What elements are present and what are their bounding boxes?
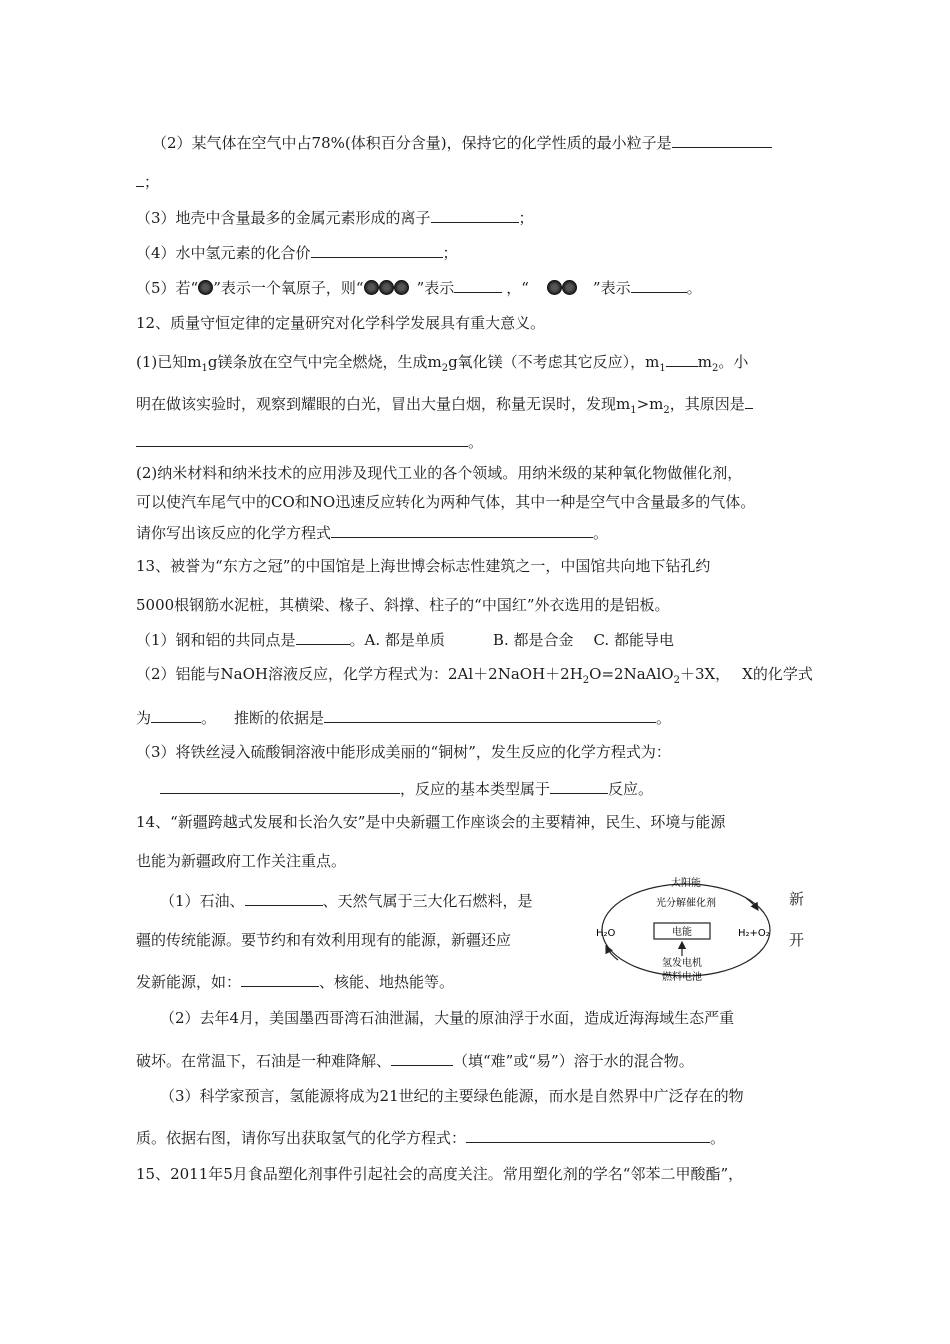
answer-blank[interactable] — [311, 241, 443, 258]
answer-blank[interactable] — [241, 970, 319, 987]
diagram-center-label: 电能 — [672, 927, 692, 938]
answer-blank[interactable] — [454, 276, 502, 293]
subscript: 2 — [712, 363, 719, 374]
q14-part1-line3 — [136, 970, 454, 992]
answer-blank[interactable] — [324, 706, 656, 723]
option-c: C. 都能导电 — [593, 631, 674, 649]
q14-part2-line1: （2）去年4月，美国墨西哥湾石油泄漏，大量的原油浮于水面，造成近海海域生态严重 — [160, 1009, 735, 1027]
text: m — [697, 353, 712, 371]
q11-part5-text-e: ”表示 — [592, 279, 631, 297]
q12-part2-line1: (2)纳米材料和纳米技术的应用涉及现代工业的各个领域。用纳米级的某种氧化物做催化剂， — [136, 464, 743, 482]
q14-part3-line1: （3）科学家预言，氢能源将成为21世纪的主要绿色能源，而水是自然界中广泛存在的物 — [160, 1087, 744, 1105]
q14-line1: 14、“新疆跨越式发展和长治久安”是中央新疆工作座谈会的主要精神，民生、环境与能源 — [136, 813, 726, 831]
text: X的化学式 — [742, 665, 813, 683]
text: g镁条放在空气中完全燃烧，生成m — [207, 353, 442, 371]
text: ＋3X， — [679, 665, 731, 683]
oxygen-atom-icon — [547, 280, 562, 295]
punctuation: 。 — [593, 524, 609, 542]
option-a: 。A. 都是单质 — [349, 631, 445, 649]
punctuation: 。 — [710, 1129, 726, 1147]
answer-blank[interactable] — [151, 706, 201, 723]
diagram-catalyst-label: 光分解催化剂 — [656, 898, 716, 909]
answer-blank[interactable] — [745, 392, 753, 409]
answer-blank[interactable] — [550, 777, 608, 794]
text: （填“难”或“易”）溶于水的混合物。 — [453, 1052, 694, 1070]
punctuation: ； — [442, 244, 458, 262]
diagram-right-label: H₂+O₂ — [738, 928, 770, 939]
q13-line2: 5000根钢筋水泥桩，其横梁、椽子、斜撑、柱子的“中国红”外衣选用的是铝板。 — [136, 596, 670, 614]
q11-part2-text: （2）某气体在空气中占78%(体积百分含量)，保持它的化学性质的最小粒子是 — [152, 134, 672, 152]
oxygen-atom-icon — [394, 280, 409, 295]
text: （1）钢和铝的共同点是 — [136, 631, 296, 649]
text: 发新能源，如： — [136, 973, 242, 991]
q11-part2-line1 — [152, 131, 772, 153]
q11-part3 — [136, 206, 534, 228]
text: 反应。 — [608, 780, 654, 798]
text: 。小 — [718, 353, 749, 371]
answer-blank[interactable] — [160, 777, 400, 794]
text: 请你写出该反应的化学方程式 — [136, 524, 332, 542]
answer-blank[interactable] — [245, 889, 323, 906]
q11-part2-line2 — [136, 170, 159, 192]
q15-line1: 15、2011年5月食品塑化剂事件引起社会的高度关注。常用塑化剂的学名“邻苯二甲酸酯”， — [136, 1165, 744, 1183]
text: 为 — [136, 709, 152, 727]
answer-blank[interactable] — [136, 430, 468, 447]
q14-part2-line2 — [136, 1049, 694, 1071]
q11-part5-text-c: ”表示 — [416, 279, 455, 297]
q11-part3-text: （3）地壳中含量最多的金属元素形成的离子 — [136, 209, 431, 227]
subscript: 2 — [673, 675, 680, 686]
subscript: 2 — [663, 405, 670, 416]
text: O=2NaAlO — [589, 665, 674, 683]
diagram-top-label: 太阳能 — [671, 878, 701, 889]
answer-blank[interactable] — [466, 1126, 710, 1143]
hydrogen-energy-cycle-diagram — [596, 876, 776, 986]
q12-part1-line2 — [136, 392, 753, 421]
q14-part1-xin: 新 — [789, 890, 805, 908]
q13-line1: 13、被誉为“东方之冠”的中国馆是上海世博会标志性建筑之一，中国馆共向地下钻孔约 — [136, 557, 711, 575]
answer-blank[interactable] — [136, 170, 144, 187]
diagram-bottom-label-2: 燃料电池 — [662, 972, 702, 983]
text: (1)已知m — [136, 353, 202, 371]
text: ，反应的基本类型属于 — [400, 780, 551, 798]
punctuation: 。 — [686, 279, 702, 297]
arrow-left-icon — [606, 946, 618, 960]
q11-part4 — [136, 241, 458, 263]
q13-part3-line2 — [160, 777, 653, 799]
q12-heading: 12、质量守恒定律的定量研究对化学科学发展具有重大意义。 — [136, 314, 546, 332]
oxygen-atom-icon — [364, 280, 379, 295]
q11-part5-text-a: （5）若“ — [136, 279, 199, 297]
text: >m — [636, 395, 664, 413]
answer-blank[interactable] — [331, 521, 593, 538]
answer-blank[interactable] — [391, 1049, 453, 1066]
option-b: B. 都是合金 — [492, 631, 574, 649]
text: 质。依据右图，请你写出获取氢气的化学方程式： — [136, 1129, 467, 1147]
subscript: 2 — [582, 675, 590, 686]
text: g氧化镁（不考虑其它反应），m — [448, 353, 660, 371]
q11-part4-text: （4）水中氢元素的化合价 — [136, 244, 311, 262]
q12-part2-line3 — [136, 521, 608, 543]
text: 破坏。在常温下，石油是一种难降解、 — [136, 1052, 392, 1070]
punctuation: 。 — [468, 433, 484, 451]
q13-part2-line2 — [136, 706, 671, 728]
q14-part1-kai: 开 — [789, 931, 805, 949]
q11-part5-text-d: ，“ — [506, 279, 529, 297]
text: 、核能、地热能等。 — [319, 973, 455, 991]
punctuation: 。 — [201, 709, 217, 727]
oxygen-atom-icon — [198, 280, 213, 295]
text: （2）铝能与NaOH溶液反应，化学方程式为：2Al＋2NaOH＋2H — [136, 665, 583, 683]
punctuation: 。 — [656, 709, 672, 727]
punctuation: ； — [518, 209, 534, 227]
q14-line2: 也能为新疆政府工作关注重点。 — [136, 852, 347, 870]
subscript: 2 — [441, 363, 449, 374]
q13-part2-line1 — [136, 664, 813, 691]
oxygen-atom-icon — [562, 280, 577, 295]
q13-part1 — [136, 628, 674, 650]
text: ，其原因是 — [669, 395, 745, 413]
text: 推断的依据是 — [234, 709, 325, 727]
punctuation: ； — [144, 173, 160, 191]
diagram-left-label: H₂O — [596, 928, 616, 939]
q12-part1-line1 — [136, 350, 748, 379]
text: 、天然气属于三大化石燃料，是 — [322, 892, 533, 910]
q12-part2-line2: 可以使汽车尾气中的CO和NO迅速反应转化为两种气体，其中一种是空气中含量最多的气体。 — [136, 493, 756, 511]
q13-part3-line1: （3）将铁丝浸入硫酸铜溶液中能形成美丽的“铜树”，发生反应的化学方程式为： — [136, 743, 671, 761]
text: （1）石油、 — [160, 892, 245, 910]
answer-blank[interactable] — [672, 131, 772, 148]
subscript: 1 — [630, 405, 637, 416]
q12-part1-line3 — [136, 430, 483, 452]
q14-part1-line2: 疆的传统能源。要节约和有效利用现有的能源，新疆还应 — [136, 931, 512, 949]
diagram-bottom-label-1: 氢发电机 — [662, 958, 702, 969]
answer-blank[interactable] — [631, 276, 687, 293]
q11-part5 — [136, 276, 702, 298]
q14-part3-line2 — [136, 1126, 725, 1148]
subscript: 1 — [659, 363, 666, 374]
answer-blank[interactable] — [431, 206, 519, 223]
oxygen-atom-icon — [379, 280, 394, 295]
subscript: 1 — [201, 363, 208, 374]
q11-part5-text-b: ”表示一个氧原子，则“ — [213, 279, 364, 297]
answer-blank[interactable] — [296, 628, 350, 645]
q14-part1-line1 — [160, 889, 533, 911]
text: 明在做该实验时，观察到耀眼的白光，冒出大量白烟，称量无误时，发现m — [136, 395, 631, 413]
answer-blank[interactable] — [666, 350, 698, 367]
